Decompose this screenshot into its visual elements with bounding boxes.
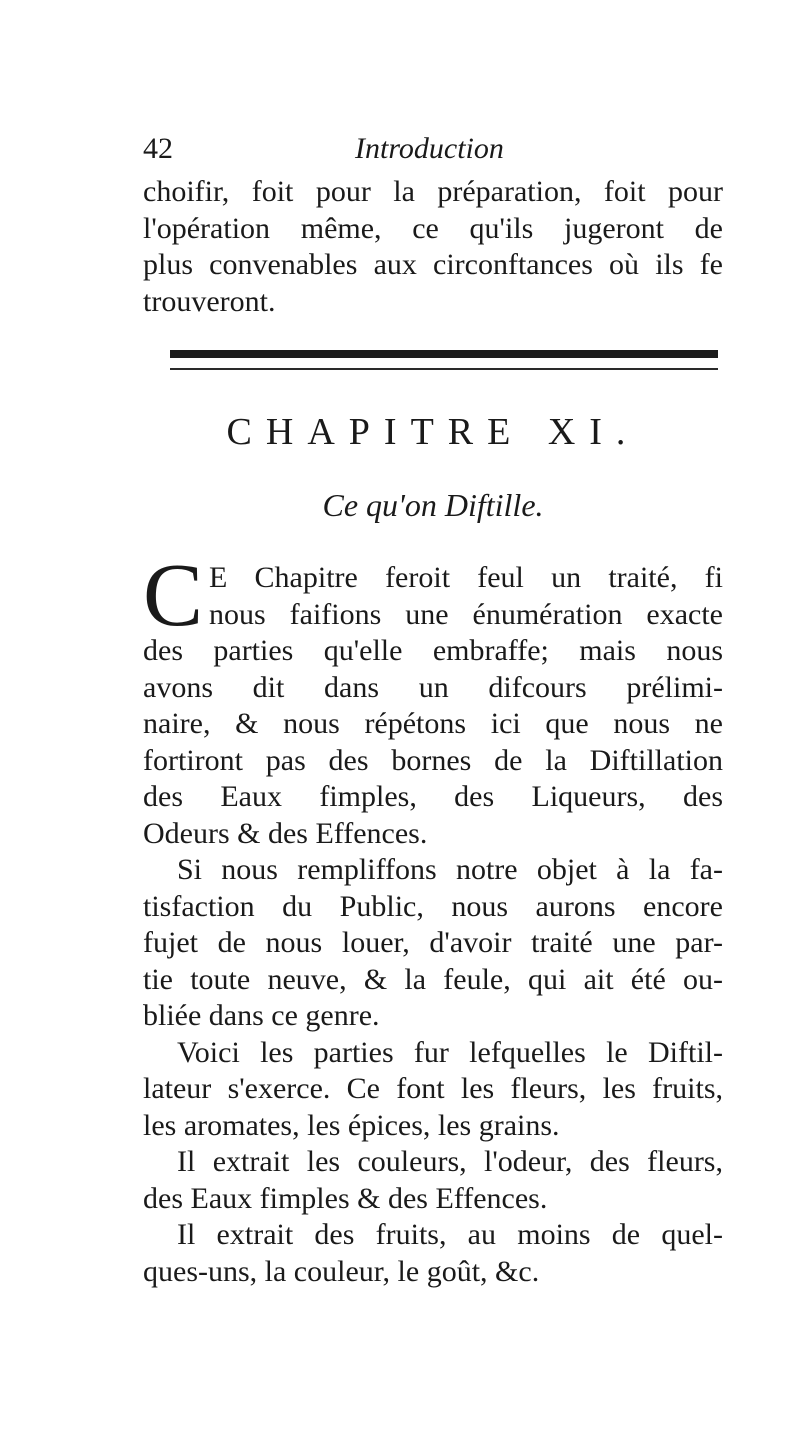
page-number: 42 <box>143 132 173 165</box>
text-line: naire, & nous répétons ici que nous ne <box>143 707 723 740</box>
drop-cap: C <box>143 546 204 645</box>
text-line: tie toute neuve, & la feule, qui ait été ou- <box>143 962 723 996</box>
paragraph-3 <box>143 1035 723 1145</box>
text-line: nous faifions une énumération exacte <box>209 597 723 631</box>
paragraph-4 <box>143 1144 723 1217</box>
text-line: fortiront pas des bornes de la Diftillation <box>143 743 723 777</box>
text-line: fujet de nous louer, d'avoir traité une par- <box>143 926 723 959</box>
text-line: Si nous rempliffons notre objet à la fa- <box>177 853 723 886</box>
text-line: Il extrait des fruits, au moins de quel- <box>177 1218 723 1251</box>
text-line: des Eaux fimples, des Liqueurs, des <box>143 780 723 813</box>
paragraph-1 <box>143 560 723 852</box>
text-line: bliée dans ce genre. <box>143 999 380 1032</box>
ornamental-rule-thick <box>170 350 718 358</box>
text-line: Il extrait les couleurs, l'odeur, des fleurs, <box>177 1145 723 1178</box>
text-line: Voici les parties fur lefquelles le Diftil- <box>177 1035 723 1069</box>
text-line: avons dit dans un difcours prélimi- <box>143 670 723 704</box>
ornamental-rule-thin <box>170 368 718 370</box>
chapter-subtitle: Ce qu'on Diftille. <box>322 487 544 523</box>
text-line: trouveront. <box>143 284 276 318</box>
intro-paragraph <box>143 174 723 320</box>
paragraph-2 <box>143 852 723 1035</box>
text-line: l'opération même, ce qu'ils jugeront de <box>143 211 723 245</box>
text-line: lateur s'exerce. Ce font les fleurs, les fruits, <box>143 1072 723 1105</box>
paragraph-5 <box>143 1217 723 1290</box>
text-line: des Eaux fimples & des Effences. <box>143 1181 548 1215</box>
text-line: E Chapitre feroit feul un traité, fi <box>209 561 723 594</box>
text-line: plus convenables aux circonftances où ils fe <box>143 248 723 281</box>
text-line: choifir, foit pour la préparation, foit pour <box>143 175 723 208</box>
text-line: ques-uns, la couleur, le goût, &c. <box>143 1254 540 1288</box>
running-title: Introduction <box>355 132 504 165</box>
text-line: Odeurs & des Effences. <box>143 816 428 850</box>
chapter-body <box>143 560 723 1290</box>
page-header <box>143 132 723 172</box>
text-line: tisfaction du Public, nous aurons encore <box>143 889 723 923</box>
text-line: des parties qu'elle embraffe; mais nous <box>143 634 723 667</box>
chapter-title: CHAPITRE XI. <box>226 411 640 453</box>
text-line: les aromates, les épices, les grains. <box>143 1108 560 1142</box>
